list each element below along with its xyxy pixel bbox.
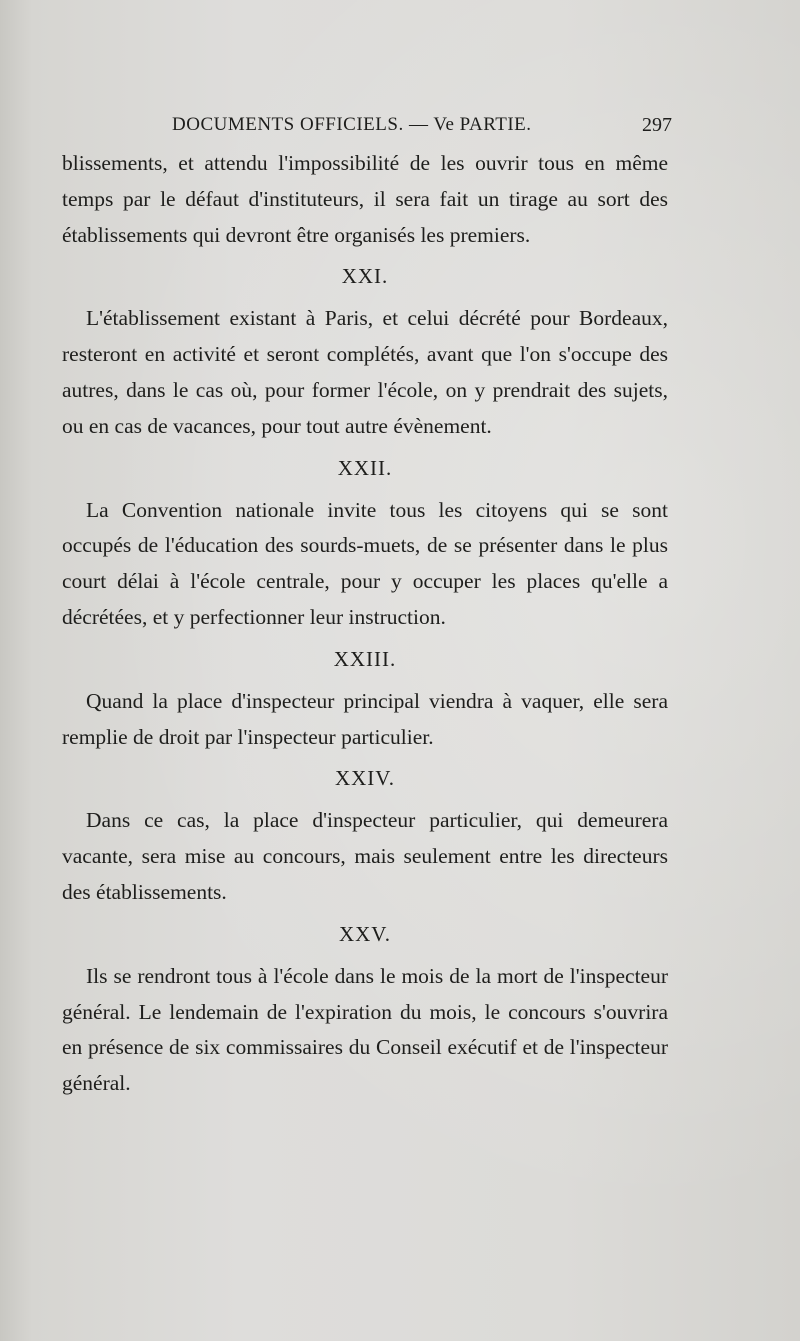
continued-paragraph: blissements, et attendu l'impossibilité de les ouvrir tous en même temps par le défaut d'instituteurs, il sera fait un tirage au sort des établissements qui devront être organisés les premiers. [62, 151, 668, 247]
article-24-text: Dans ce cas, la place d'inspecteur particulier, qui demeurera vacante, sera mise au concours, mais seulement entre les directeurs des établissements. [62, 808, 668, 904]
page-number: 297 [642, 114, 672, 136]
article-number-25: XXV. [338, 921, 392, 946]
running-head [60, 114, 672, 144]
article-number-21: XXI. [341, 264, 389, 289]
article-number-23: XXIII. [333, 646, 397, 671]
article-number-24: XXIV. [334, 766, 396, 791]
article-23-text: Quand la place d'inspecteur principal viendra à vaquer, elle sera remplie de droit par l'inspecteur particulier. [62, 688, 668, 749]
article-number-22: XXII. [337, 455, 393, 480]
running-title: DOCUMENTS OFFICIELS. — Ve PARTIE. [172, 114, 532, 135]
article-25-text: Ils se rendront tous à l'école dans le mois de la mort de l'inspecteur général. Le lendemain de l'expiration du mois, le concours s'ouvrira en présence de six commissaires du Conseil exécutif et de l'inspecteur général. [62, 963, 668, 1096]
body-text [62, 146, 668, 1102]
article-21-text: L'établissement existant à Paris, et celui décrété pour Bordeaux, resteront en activité et seront complétés, avant que l'on s'occupe des autres, dans le cas où, pour former l'école, on y prendrait des sujets, ou en cas de vacances, pour tout autre évènement. [62, 306, 668, 438]
article-22-text: La Convention nationale invite tous les citoyens qui se sont occupés de l'éducation des sourds-muets, de se présenter dans le plus court délai à l'école centrale, pour y occuper les places qu'elle a décrétées, et y perfectionner leur instruction. [62, 497, 668, 629]
